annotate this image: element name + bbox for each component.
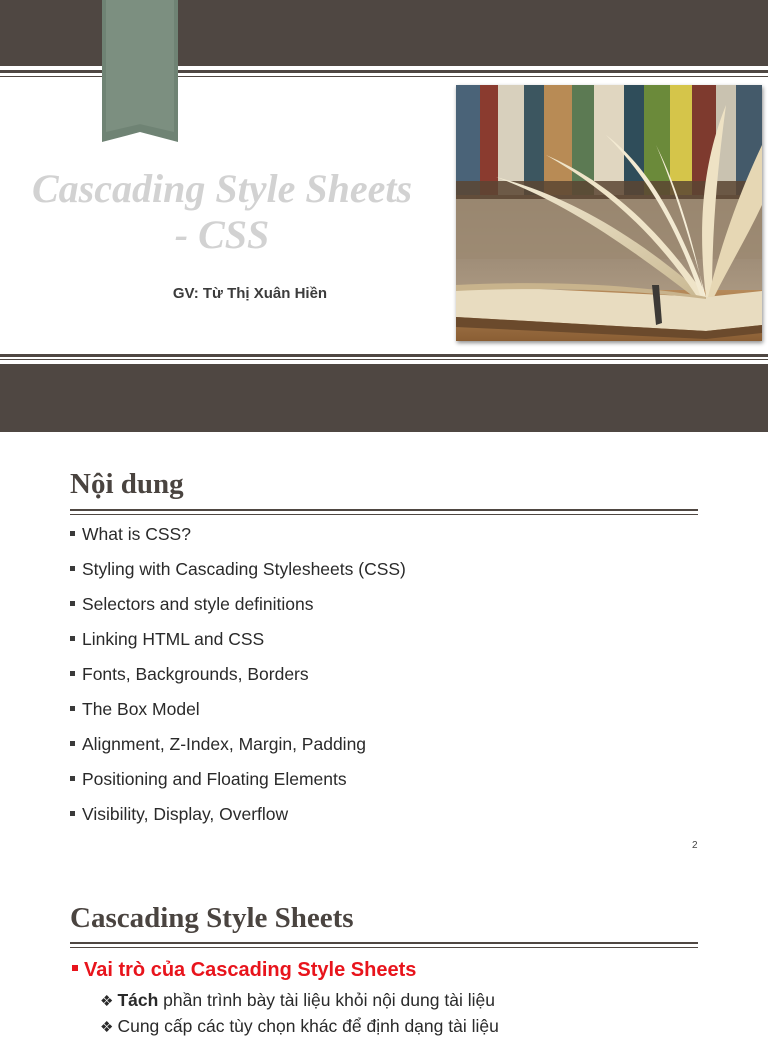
presentation-title xyxy=(10,166,434,258)
sub-bullet-separate xyxy=(100,990,495,1011)
lecturer-name: GV: Từ Thị Xuân Hiền xyxy=(172,285,328,302)
bullet-square-icon xyxy=(70,566,75,571)
title-line-2: - CSS xyxy=(174,212,270,257)
page-number: 2 xyxy=(692,840,698,851)
sub-bullet-options xyxy=(100,1016,499,1037)
diamond-bullet-icon: ❖ xyxy=(100,993,114,1010)
sub-bullet-bold: Tách xyxy=(117,990,159,1010)
bullet-text: Vai trò của Cascading Style Sheets xyxy=(84,959,417,981)
list-item xyxy=(70,524,406,559)
list-item-text: Selectors and style definitions xyxy=(82,594,314,614)
heading-rule xyxy=(70,514,698,515)
list-item xyxy=(70,699,406,734)
heading-rule xyxy=(70,509,698,511)
bullet-square-icon xyxy=(72,965,78,971)
list-item xyxy=(70,559,406,594)
list-item xyxy=(70,804,406,839)
list-item-text: Styling with Cascading Stylesheets (CSS) xyxy=(82,559,406,579)
title-slide xyxy=(0,0,768,432)
list-item xyxy=(70,629,406,664)
list-item xyxy=(70,594,406,629)
slide-heading: Nội dung xyxy=(70,468,184,500)
bullet-square-icon xyxy=(70,531,75,536)
list-item-text: Alignment, Z-Index, Margin, Padding xyxy=(82,734,367,754)
list-item xyxy=(70,734,406,769)
bottom-band xyxy=(0,364,768,432)
list-item xyxy=(70,769,406,804)
list-item-text: Visibility, Display, Overflow xyxy=(82,804,289,824)
bullet-square-icon xyxy=(70,741,75,746)
list-item xyxy=(70,664,406,699)
bullet-square-icon xyxy=(70,671,75,676)
bullet-square-icon xyxy=(70,776,75,781)
heading-rule xyxy=(70,942,698,944)
open-book-photo xyxy=(456,85,762,341)
open-book-illustration xyxy=(456,85,762,341)
contents-list xyxy=(70,524,406,839)
contents-slide xyxy=(0,432,768,868)
sub-bullet-text: Cung cấp các tùy chọn khác để định dạng tài liệu xyxy=(117,1016,499,1036)
title-line-1: Cascading Style Sheets xyxy=(31,166,413,211)
bullet-square-icon xyxy=(70,811,75,816)
bookmark-ribbon-inner xyxy=(106,0,174,132)
list-item-text: Fonts, Backgrounds, Borders xyxy=(82,664,309,684)
slide-heading: Cascading Style Sheets xyxy=(70,902,354,934)
divider-line xyxy=(0,354,768,357)
divider-line xyxy=(0,359,768,360)
bullet-square-icon xyxy=(70,636,75,641)
list-item-text: What is CSS? xyxy=(82,524,191,544)
list-item-text: The Box Model xyxy=(82,699,200,719)
heading-rule xyxy=(70,947,698,948)
bullet-square-icon xyxy=(70,706,75,711)
diamond-bullet-icon: ❖ xyxy=(100,1019,114,1036)
list-item-text: Positioning and Floating Elements xyxy=(82,769,347,789)
list-item-text: Linking HTML and CSS xyxy=(82,629,265,649)
sub-bullet-text: phần trình bày tài liệu khỏi nội dung tài liệu xyxy=(158,990,495,1010)
css-role-slide xyxy=(0,868,768,1036)
bullet-square-icon xyxy=(70,601,75,606)
bullet-css-role xyxy=(72,959,416,982)
